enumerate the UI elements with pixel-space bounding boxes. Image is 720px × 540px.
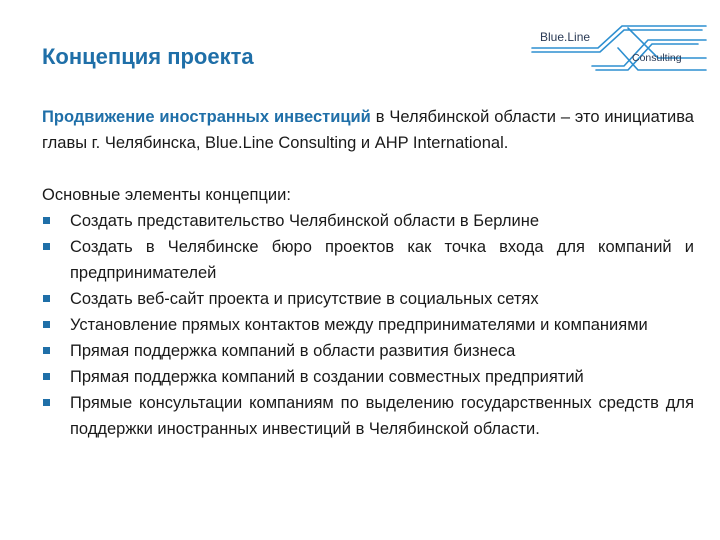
content-body [42,104,694,442]
square-bullet-icon [43,347,50,354]
list-item [42,312,694,338]
list-item-text: Прямые консультации компаниям по выделению государственных средств для поддержки иностранных инвестиций в Челябинской области. [70,394,694,438]
list-item-text: Создать представительство Челябинской области в Берлине [70,212,539,230]
square-bullet-icon [43,373,50,380]
list-item [42,234,694,286]
intro-highlight: Продвижение иностранных инвестиций [42,108,371,126]
intro-paragraph [42,104,694,156]
square-bullet-icon [43,321,50,328]
list-item-text: Установление прямых контактов между предпринимателями и компаниями [70,316,648,334]
list-item [42,286,694,312]
list-item [42,338,694,364]
square-bullet-icon [43,243,50,250]
list-item-text: Прямая поддержка компаний в создании совместных предприятий [70,368,584,386]
logo-lines-graphic [528,18,708,76]
list-item [42,208,694,234]
logo-brand-name: Blue.Line [540,30,591,44]
logo-brand-subtitle: Consulting [632,52,682,64]
intro-text: в Челябинской области – это инициатива главы г. Челябинска, Blue.Line Consulting и AHP International. [42,108,694,152]
blueline-logo [528,18,708,76]
list-item [42,390,694,442]
elements-list [42,208,694,442]
list-item-text: Прямая поддержка компаний в области развития бизнеса [70,342,516,360]
page-title: Концепция проекта [42,44,254,69]
square-bullet-icon [43,217,50,224]
list-item-text: Создать веб-сайт проекта и присутствие в социальных сетях [70,290,539,308]
square-bullet-icon [43,399,50,406]
elements-heading: Основные элементы концепции: [42,186,291,204]
square-bullet-icon [43,295,50,302]
list-item-text: Создать в Челябинске бюро проектов как точка входа для компаний и предпринимателей [70,238,694,282]
list-item [42,364,694,390]
